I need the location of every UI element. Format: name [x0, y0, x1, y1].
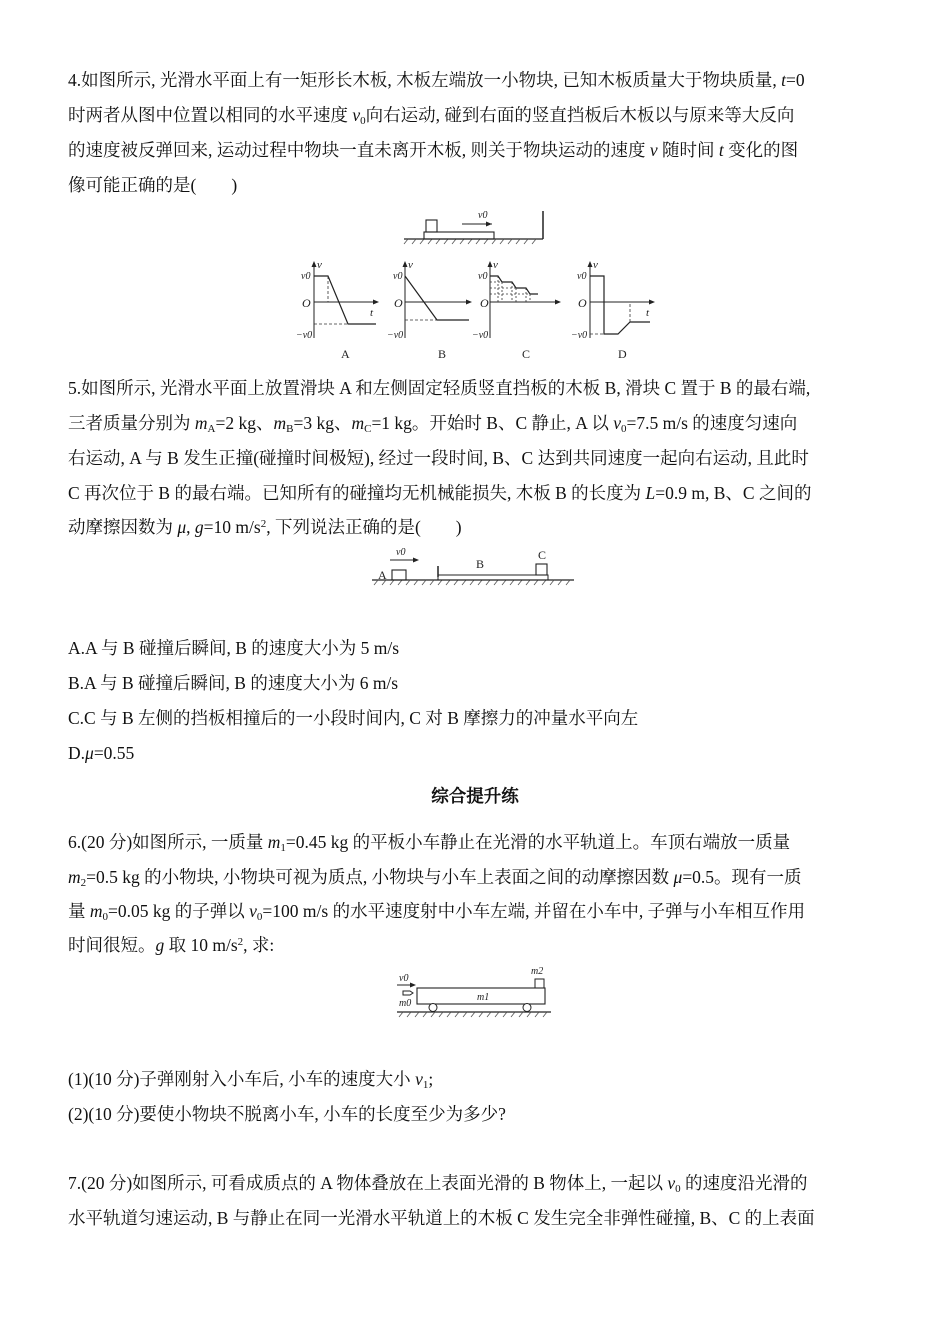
svg-text:v0: v0 [478, 271, 488, 282]
svg-text:O: O [480, 296, 489, 310]
q5-line-4: C 再次位于 B 的最右端。已知所有的碰撞均无机械能损失, 木板 B 的长度为 L=0.9 m, B、C 之间的 [68, 483, 812, 503]
q6-part-1: (1)(10 分)子弹刚射入小车后, 小车的速度大小 $v_1$; [68, 1069, 434, 1091]
svg-text:v: v [593, 259, 598, 271]
q4-board-figure [400, 205, 550, 247]
q6-line-2: $m_2=0.5$ kg 的小物块, 小物块可视为质点, 小物块与小车上表面之间的动摩擦因数 μ=0.5。现有一质 [68, 867, 802, 889]
q5-option-b: B.A 与 B 碰撞后瞬间, B 的速度大小为 6 m/s [68, 673, 399, 693]
q5-line-1: 5.如图所示, 光滑水平面上放置滑块 A 和左侧固定轻质竖直挡板的木板 B, 滑块 C 置于 B 的最右端, [68, 378, 811, 398]
svg-text:v0: v0 [301, 271, 311, 282]
svg-text:A: A [378, 568, 387, 582]
svg-text:v0: v0 [396, 547, 406, 558]
q4-line-3: 的速度被反弹回来, 运动过程中物块一直未离开木板, 则关于物块运动的速度 v 随时间 t 变化的图 [68, 140, 799, 160]
svg-text:B: B [438, 347, 447, 361]
svg-text:m1: m1 [477, 992, 490, 1003]
q4-graph-b [385, 258, 488, 362]
q4-graph-c [472, 258, 572, 362]
q6-line-4: 时间很短。g 取 10 $m/s^2$, 求: [68, 935, 275, 955]
q5-line-5: 动摩擦因数为 μ, g=10 $m/s^2$, 下列说法正确的是( ) [68, 517, 462, 537]
svg-text:O: O [578, 296, 587, 310]
svg-text:O: O [394, 296, 403, 310]
svg-text:v: v [408, 259, 413, 271]
q5-line-3: 右运动, A 与 B 发生正撞(碰撞时间极短), 经过一段时间, B、C 达到共同速度一起向右运动, 且此时 [68, 448, 809, 468]
q5-option-d: D.μ=0.55 [68, 743, 135, 763]
q4-line-2: 时两者从图中位置以相同的水平速度 $v_0$向右运动, 碰到右面的竖直挡板后木板以与原来等大反向 [68, 105, 795, 127]
svg-text:t: t [646, 307, 650, 319]
svg-text:C: C [538, 548, 547, 562]
svg-text:v0: v0 [577, 271, 587, 282]
svg-text:v0: v0 [393, 271, 403, 282]
q7-line-1: 7.(20 分)如图所示, 可看成质点的 A 物体叠放在上表面光滑的 B 物体上, 一起以 $v_0$ 的速度沿光滑的 [68, 1173, 808, 1195]
svg-text:v: v [493, 259, 498, 271]
q5-line-2: 三者质量分别为 $m_A=2$ kg、$m_B=3$ kg、$m_C=1$ kg。开始时 B、C 静止, A 以 $v_0=7.5$ m/s 的速度匀速向 [68, 413, 798, 435]
svg-text:−v0: −v0 [296, 330, 313, 341]
svg-text:v0: v0 [478, 210, 488, 221]
svg-text:B: B [476, 557, 485, 571]
svg-text:A: A [341, 347, 350, 361]
svg-text:v0: v0 [399, 973, 409, 984]
svg-text:O: O [302, 296, 311, 310]
q5-option-c: C.C 与 B 左侧的挡板相撞后的一小段时间内, C 对 B 摩擦力的冲量水平向左 [68, 708, 639, 728]
svg-text:m0: m0 [399, 998, 412, 1009]
svg-text:−v0: −v0 [472, 330, 489, 341]
svg-text:t: t [370, 307, 374, 319]
q6-line-1: 6.(20 分)如图所示, 一质量 $m_1=0.45$ kg 的平板小车静止在光滑的水平轨道上。车顶右端放一质量 [68, 832, 791, 854]
q5-figure [368, 544, 578, 592]
svg-text:C: C [522, 347, 531, 361]
svg-text:−v0: −v0 [387, 330, 404, 341]
svg-text:m2: m2 [531, 966, 544, 977]
svg-text:−v0: −v0 [571, 330, 588, 341]
q6-part-2: (2)(10 分)要使小物块不脱离小车, 小车的长度至少为多少? [68, 1104, 506, 1124]
q5-option-a: A.A 与 B 碰撞后瞬间, B 的速度大小为 5 m/s [68, 638, 400, 658]
q6-figure [393, 962, 558, 1022]
q4-line-4: 像可能正确的是( ) [68, 175, 238, 195]
q6-line-3: 量 $m_0=0.05$ kg 的子弹以 $v_0=100$ m/s 的水平速度射中小车左端, 并留在小车中, 子弹与小车相互作用 [68, 901, 806, 923]
q4-graph-d [568, 258, 668, 362]
section-title: 综合提升练 [431, 787, 519, 807]
q4-graph-a [286, 258, 386, 362]
svg-text:D: D [618, 347, 627, 361]
q7-line-2: 水平轨道匀速运动, B 与静止在同一光滑水平轨道上的木板 C 发生完全非弹性碰撞, B、C 的上表面 [68, 1208, 815, 1228]
q4-line-1: 4.如图所示, 光滑水平面上有一矩形长木板, 木板左端放一小物块, 已知木板质量大于物块质量, t=0 [68, 70, 805, 90]
svg-text:v: v [317, 259, 322, 271]
